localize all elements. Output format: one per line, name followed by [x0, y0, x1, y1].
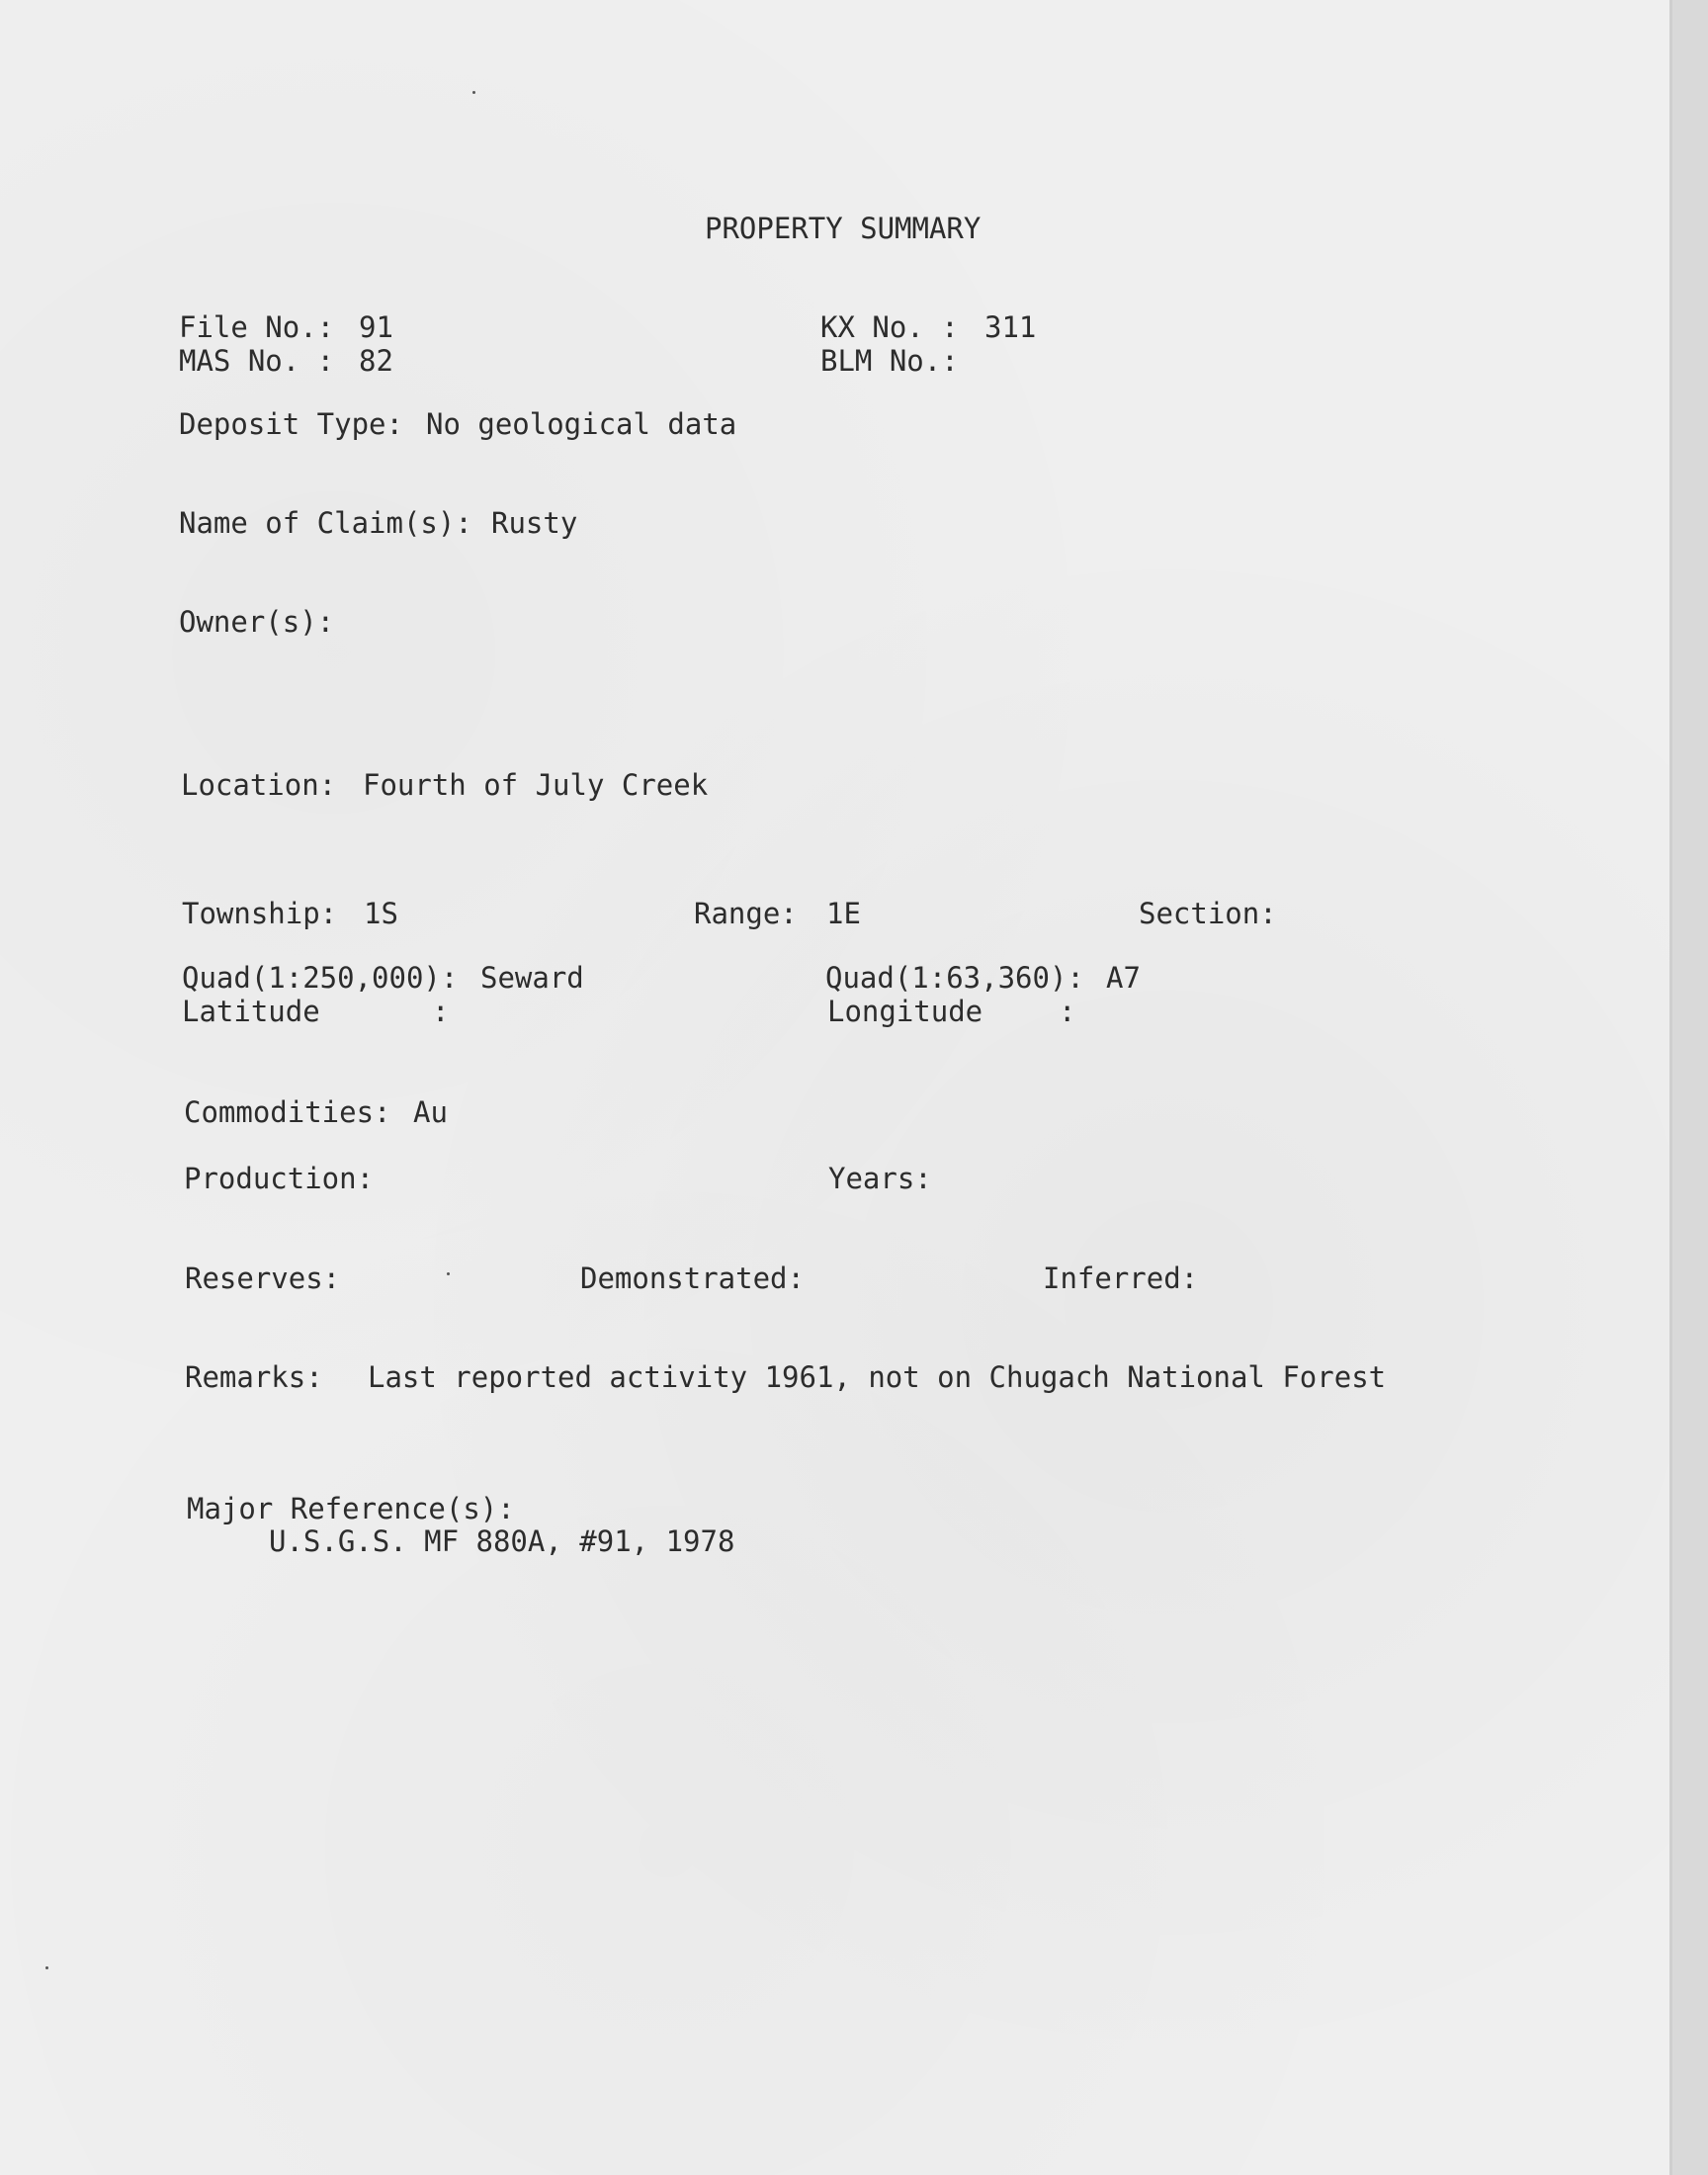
range-value: 1E	[826, 897, 861, 930]
reference-item: U.S.G.S. MF 880A, #91, 1978	[269, 1524, 735, 1558]
scan-speck	[472, 91, 475, 94]
years-label: Years:	[828, 1162, 932, 1195]
references-label: Major Reference(s):	[187, 1492, 515, 1525]
mas-no-label: MAS No. :	[179, 344, 335, 378]
location-label: Location:	[181, 768, 337, 802]
owners-label: Owner(s):	[179, 605, 335, 639]
demonstrated-label: Demonstrated:	[580, 1262, 805, 1295]
kx-no-value: 311	[984, 310, 1037, 344]
claims-value: Rusty	[491, 506, 578, 540]
kx-no-label: KX No. :	[820, 310, 959, 344]
file-no-value: 91	[359, 310, 393, 344]
mas-no-value: 82	[359, 344, 393, 378]
document-title: PROPERTY SUMMARY	[705, 212, 982, 245]
deposit-type-value: No geological data	[426, 407, 737, 441]
township-value: 1S	[364, 897, 398, 930]
longitude-colon: :	[1059, 995, 1076, 1028]
scan-speck	[45, 1966, 48, 1969]
latitude-label: Latitude	[182, 995, 320, 1028]
latitude-colon: :	[432, 995, 450, 1028]
claims-label: Name of Claim(s):	[179, 506, 472, 540]
quad-250-label: Quad(1:250,000):	[182, 961, 459, 995]
reserves-label: Reserves:	[185, 1262, 341, 1295]
inferred-label: Inferred:	[1043, 1262, 1199, 1295]
commodities-value: Au	[413, 1095, 448, 1129]
section-label: Section:	[1139, 897, 1277, 930]
quad-63-label: Quad(1:63,360):	[825, 961, 1084, 995]
deposit-type-label: Deposit Type:	[179, 407, 403, 441]
location-value: Fourth of July Creek	[363, 768, 709, 802]
remarks-label: Remarks:	[185, 1360, 323, 1394]
commodities-label: Commodities:	[184, 1095, 391, 1129]
remarks-value: Last reported activity 1961, not on Chugach National Forest	[368, 1360, 1387, 1394]
township-label: Township:	[182, 897, 338, 930]
production-label: Production:	[184, 1162, 375, 1195]
longitude-label: Longitude	[827, 995, 983, 1028]
quad-250-value: Seward	[480, 961, 584, 995]
range-label: Range:	[694, 897, 798, 930]
scan-speck	[447, 1272, 450, 1275]
file-no-label: File No.:	[179, 310, 335, 344]
quad-63-value: A7	[1106, 961, 1141, 995]
blm-no-label: BLM No.:	[820, 344, 959, 378]
